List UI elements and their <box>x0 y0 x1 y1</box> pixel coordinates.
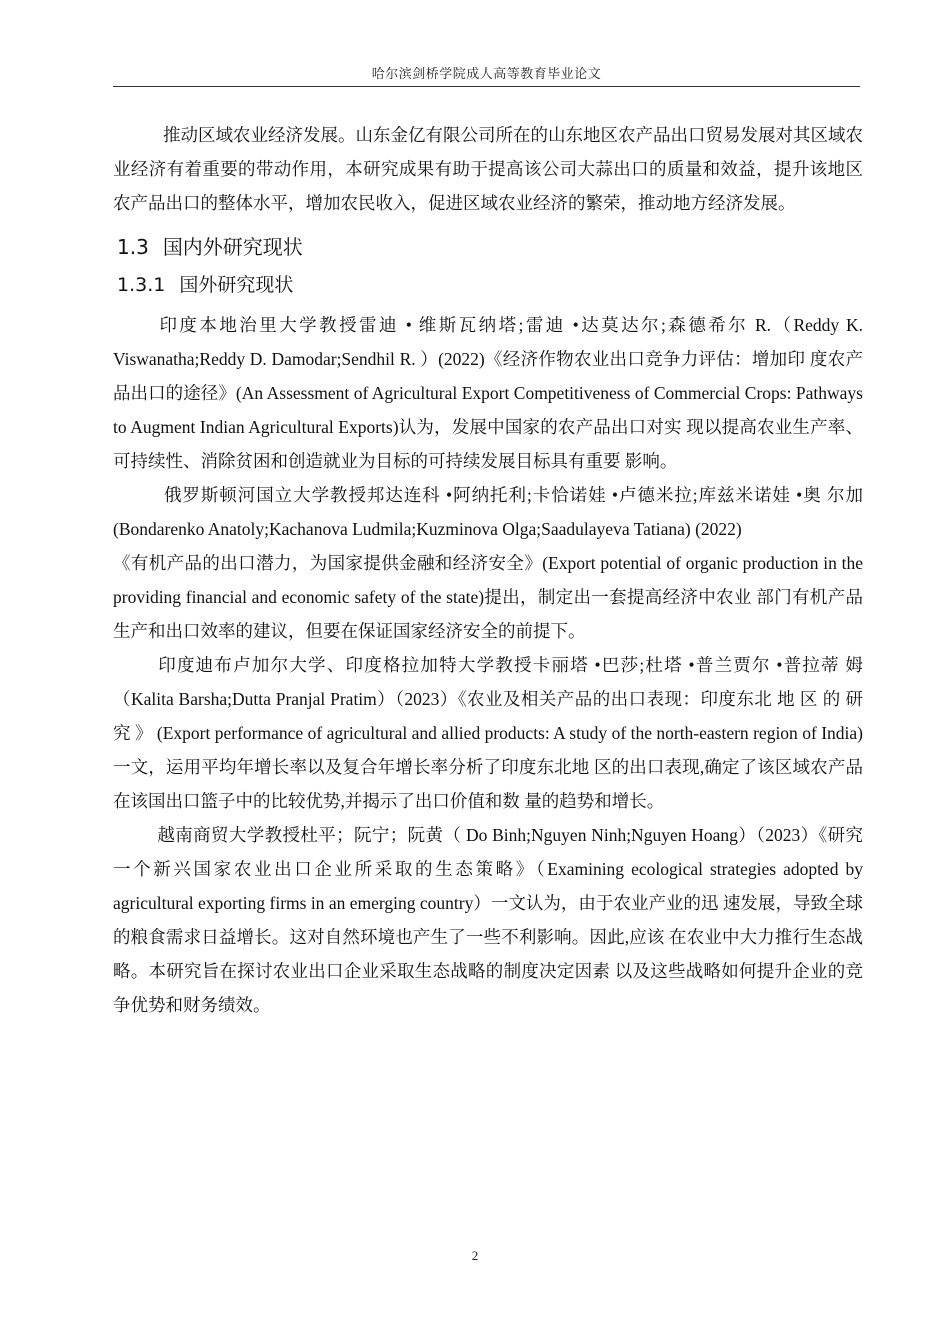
paragraph-text: 俄罗斯顿河国立大学教授邦达连科 •阿纳托利;卡恰诺娃 •卢德米拉;库兹米诺娃 •奥 尔加(Bondarenko Anatoly;Kachanova Ludmila;Kuzminova Olga;Saadulayeva Tatiana) (2022) <box>113 485 863 539</box>
paragraph-text: 印度迪布卢加尔大学、印度格拉加特大学教授卡丽塔 •巴莎;杜塔 •普兰贾尔 •普拉蒂 姆（Kalita Barsha;Dutta Pranjal Pratim）（2023）《农业及相关产品的出口表现：印度东北 地 区 的 研 究 》 (Export performance of agricultural and allied products: A study of the north-eastern region of India)一文，运用平均年增长率以及复合年增长率分析了印度东北地 区的出口表现,确定了该区域农产品在该国出口篮子中的比较优势,并揭示了出口价值和数 量的趋势和增长。 <box>113 655 863 811</box>
section-title: 国内外研究现状 <box>162 235 303 259</box>
paragraph-text: 印度本地治里大学教授雷迪 • 维斯瓦纳塔;雷迪 •达莫达尔;森德希尔 R.（Reddy K. Viswanatha;Reddy D. Damodar;Sendhil R. ）(2022)《经济作物农业出口竞争力评估：增加印 度农产品出口的途径》(An Assessment of Agricultural Export Competitiveness of Commercial Crops: Pathways to Augment Indian Agricultural Exports)认为，发展中国家的农产品出口对实 现以提高农业生产率、可持续性、消除贫困和创造就业为目标的可持续发展目标具有重要 影响。 <box>113 315 863 471</box>
paragraph-bondarenko <box>113 478 863 546</box>
section-heading <box>117 232 863 262</box>
section-number: 1.3 <box>117 235 149 259</box>
paragraph-do-binh <box>113 818 863 1022</box>
subsection-title: 国外研究现状 <box>179 274 294 296</box>
paragraph-reddy <box>113 308 863 478</box>
document-body <box>113 118 863 1022</box>
subsection-heading <box>117 270 863 300</box>
paragraph-text: 越南商贸大学教授杜平；阮宁；阮黄（ Do Binh;Nguyen Ninh;Nguyen Hoang）（2023）《研究一个新兴国家农业出口企业所采取的生态策略》（Examining ecological strategies adopted by agricultural exporting firms in an emerging country）一文认为，由于农业产业的迅 速发展，导致全球的粮食需求日益增长。这对自然环境也产生了一些不利影响。因此,应该 在农业中大力推行生态战略。本研究旨在探讨农业出口企业采取生态战略的制度决定因素 以及这些战略如何提升企业的竞争优势和财务绩效。 <box>113 825 863 1015</box>
paragraph-kalita <box>113 648 863 818</box>
paragraph-text: 《有机产品的出口潜力，为国家提供金融和经济安全》(Export potential of organic production in the providing financial and economic safety of the state)提出，制定出一套提高经济中农业 部门有机产品生产和出口效率的建议，但要在保证国家经济安全的前提下。 <box>113 553 863 641</box>
page-number: 2 <box>471 1248 479 1263</box>
subsection-number: 1.3.1 <box>117 274 166 296</box>
paragraph-bondarenko-title <box>113 546 863 648</box>
intro-paragraph-text: 推动区域农业经济发展。山东金亿有限公司所在的山东地区农产品出口贸易发展对其区域农业经济有着重要的带动作用，本研究成果有助于提高该公司大蒜出口的质量和效益，提升该地区农产品出口的整体水平，增加农民收入，促进区域农业经济的繁荣，推动地方经济发展。 <box>113 125 863 213</box>
header-divider <box>113 86 860 87</box>
intro-paragraph <box>113 118 863 220</box>
page-header: 哈尔滨剑桥学院成人高等教育毕业论文 <box>371 66 602 81</box>
